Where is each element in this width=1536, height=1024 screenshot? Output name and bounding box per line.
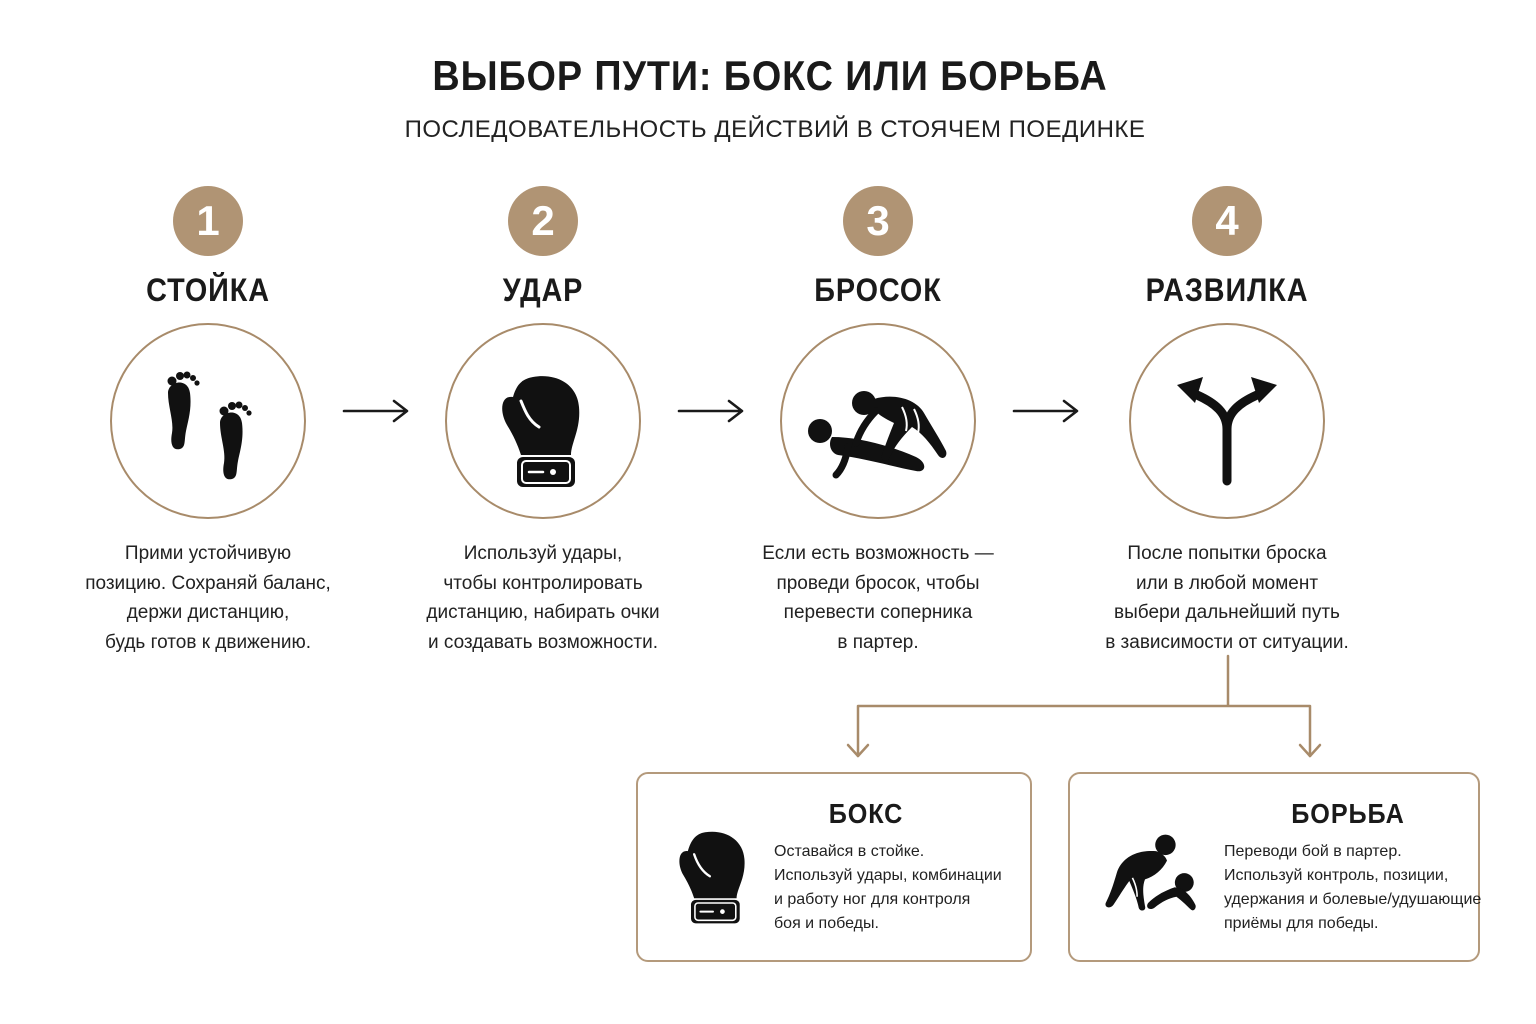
step-number-badge: 4 <box>1192 186 1262 256</box>
takedown-icon <box>798 351 958 491</box>
step-takedown <box>708 186 1048 657</box>
step-description: Прими устойчивую позицию. Сохраняй баланс, держи дистанцию, будь готов к движению. <box>85 543 331 653</box>
option-card-boxing <box>636 772 1032 962</box>
option-title: БОКС <box>828 798 904 829</box>
footprints-icon <box>138 351 278 491</box>
page-title: ВЫБОР ПУТИ: БОКС ИЛИ БОРЬБА <box>432 52 1108 99</box>
option-description: Переводи бой в партер. Используй контроль, позиции, удержания и болевые/удушающие приёмы для победы. <box>1224 843 1482 932</box>
page-subtitle: ПОСЛЕДОВАТЕЛЬНОСТЬ ДЕЙСТВИЙ В СТОЯЧЕМ ПОЕДИНКЕ <box>404 116 1146 143</box>
grappling-icon <box>1090 810 1200 930</box>
boxing-glove-icon <box>473 351 613 491</box>
step-label: БРОСОК <box>814 272 942 308</box>
step-icon-ring <box>780 323 976 519</box>
step-description: Используй удары, чтобы контролировать дистанцию, набирать очки и создавать возможности. <box>426 543 660 653</box>
step-number-badge: 1 <box>173 186 243 256</box>
step-icon-ring <box>445 323 641 519</box>
step-description: После попытки броска или в любой момент выбери дальнейший путь в зависимости от ситуации. <box>1105 543 1349 653</box>
option-title: БОРЬБА <box>1291 798 1405 829</box>
fork-arrow-icon <box>1157 351 1297 491</box>
step-number-badge: 2 <box>508 186 578 256</box>
step-icon-ring <box>1129 323 1325 519</box>
step-description: Если есть возможность — проведи бросок, чтобы перевести соперника в партер. <box>762 543 994 653</box>
option-card-wrestling <box>1068 772 1480 962</box>
step-number-badge: 3 <box>843 186 913 256</box>
step-label: РАЗВИЛКА <box>1145 272 1309 308</box>
step-label: УДАР <box>502 272 584 308</box>
step-fork <box>1057 186 1397 657</box>
option-description: Оставайся в стойке. Используй удары, комбинации и работу ног для контроля боя и победы. <box>774 843 1002 932</box>
boxing-glove-icon <box>658 810 768 930</box>
step-icon-ring <box>110 323 306 519</box>
step-stance <box>38 186 378 657</box>
step-strike <box>373 186 713 657</box>
step-label: СТОЙКА <box>146 272 270 308</box>
